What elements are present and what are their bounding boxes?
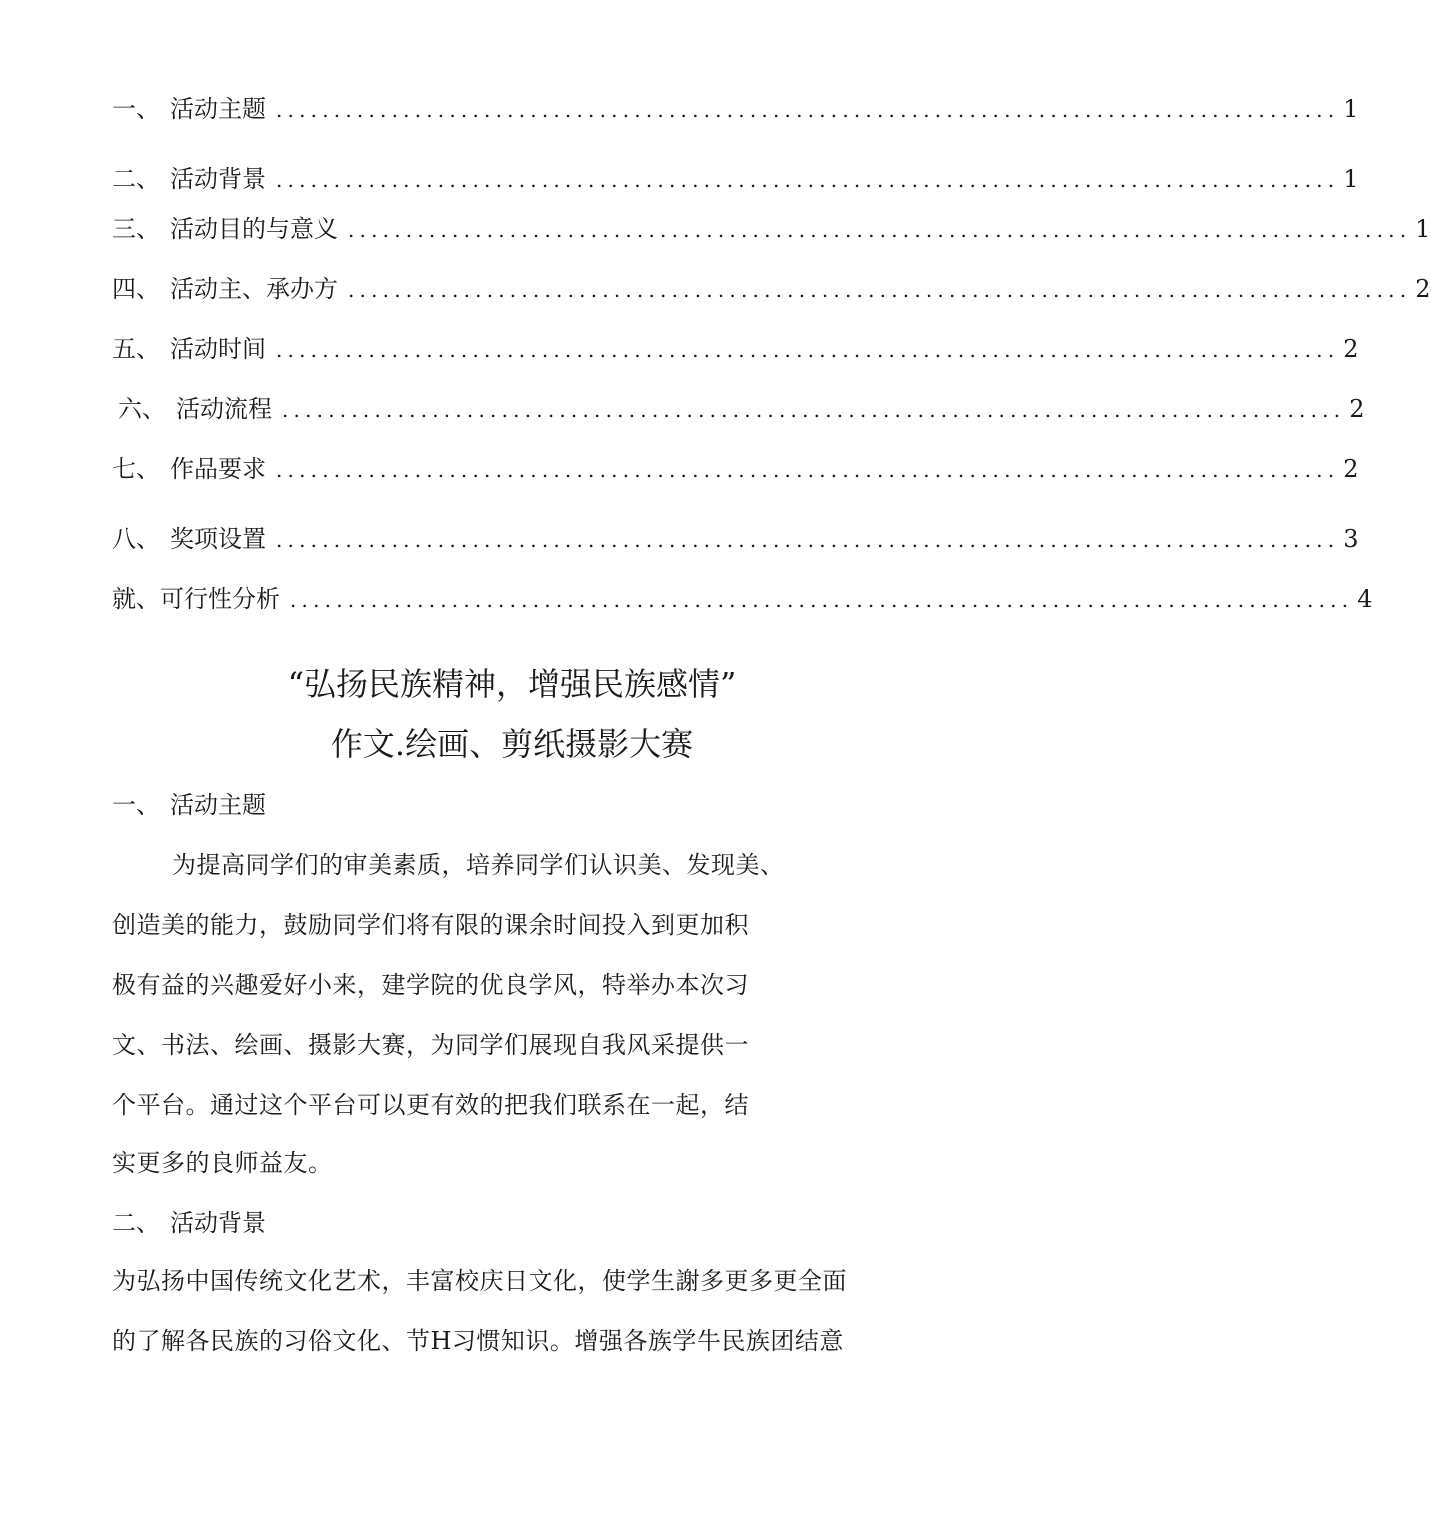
toc-entry-label: 作品要求: [170, 455, 266, 483]
toc-entry-page: 1: [1343, 95, 1359, 123]
toc-entry-label: 活动主题: [170, 95, 266, 123]
paragraph-line: 极有益的兴趣爱好小来，建学院的优良学风，特举办本次习: [112, 971, 749, 999]
toc-entry-label: 活动目的与意义: [170, 215, 338, 243]
toc-entry-page: 3: [1343, 525, 1359, 553]
toc-entry-number: 六、: [118, 395, 166, 423]
toc-entry[interactable]: [118, 392, 1365, 426]
paragraph-line: 个平台。通过这个平台可以更有效的把我们联系在一起，结: [112, 1091, 749, 1119]
paragraph-line: 文、书法、绘画、摄影大赛，为同学们展现自我风采提供一: [112, 1031, 749, 1059]
toc-entry[interactable]: [112, 212, 1431, 246]
toc-entry-number: 七、: [112, 455, 160, 483]
toc-leader-dots: ............................................................................................: [348, 278, 1412, 302]
toc-entry-number: 二、: [112, 165, 160, 193]
paragraph-line: 创造美的能力，鼓励同学们将有限的课余时间投入到更加积: [112, 911, 749, 939]
section-number: 二、: [112, 1209, 160, 1237]
toc-entry-label: 活动主、承办方: [170, 275, 338, 303]
document-title-line-1: “弘扬民族精神，增强民族感情”: [287, 665, 737, 703]
toc-leader-dots: ............................................................................................: [276, 338, 1340, 362]
toc-entry-label: 活动流程: [176, 395, 272, 423]
toc-leader-dots: ............................................................................................: [282, 398, 1346, 422]
toc-entry-page: 2: [1349, 395, 1365, 423]
toc-entry-page: 2: [1415, 275, 1431, 303]
toc-entry-number: 一、: [112, 95, 160, 123]
toc-leader-dots: ............................................................................................: [276, 168, 1340, 192]
toc-entry-number: 八、: [112, 525, 160, 553]
section-title: 活动主题: [170, 791, 266, 819]
paragraph-line: 为弘扬中国传统文化艺术，丰富校庆日文化，使学生謝多更多更全面: [112, 1267, 847, 1295]
toc-entry[interactable]: [112, 582, 1373, 616]
toc-entry-number: 三、: [112, 215, 160, 243]
section-number: 一、: [112, 791, 160, 819]
toc-entry-label: 奖项设置: [170, 525, 266, 553]
toc-entry[interactable]: [112, 332, 1359, 366]
toc-entry[interactable]: [112, 162, 1359, 196]
section-heading: [112, 1206, 266, 1240]
toc-entry[interactable]: [112, 272, 1431, 306]
toc-entry-page: 1: [1415, 215, 1431, 243]
toc-leader-dots: ............................................................................................: [276, 528, 1340, 552]
toc-entry-page: 1: [1343, 165, 1359, 193]
toc-entry-page: 2: [1343, 335, 1359, 363]
toc-leader-dots: ............................................................................................: [276, 458, 1340, 482]
toc-entry-page: 2: [1343, 455, 1359, 483]
toc-entry-number: 五、: [112, 335, 160, 363]
section-title: 活动背景: [170, 1209, 266, 1237]
toc-entry[interactable]: [112, 522, 1359, 556]
toc-entry[interactable]: [112, 452, 1359, 486]
document-title-line-2: 作文.绘画、剪纸摄影大赛: [330, 725, 694, 763]
paragraph-line: 的了解各民族的习俗文化、节H习惯知识。增强各族学牛民族团结意: [112, 1327, 844, 1355]
toc-leader-dots: ............................................................................................: [348, 218, 1412, 242]
paragraph-line: 实更多的良师益友。: [112, 1149, 333, 1177]
paragraph-line: 为提高同学们的审美素质，培养同学们认识美、发现美、: [172, 851, 785, 879]
section-heading: [112, 788, 266, 822]
toc-entry[interactable]: [112, 92, 1359, 126]
toc-entry-label: 就、可行性分析: [112, 585, 280, 613]
toc-leader-dots: ............................................................................................: [276, 98, 1340, 122]
toc-entry-number: 四、: [112, 275, 160, 303]
toc-entry-page: 4: [1357, 585, 1373, 613]
toc-leader-dots: ............................................................................................: [290, 588, 1354, 612]
toc-entry-label: 活动时间: [170, 335, 266, 363]
toc-entry-label: 活动背景: [170, 165, 266, 193]
